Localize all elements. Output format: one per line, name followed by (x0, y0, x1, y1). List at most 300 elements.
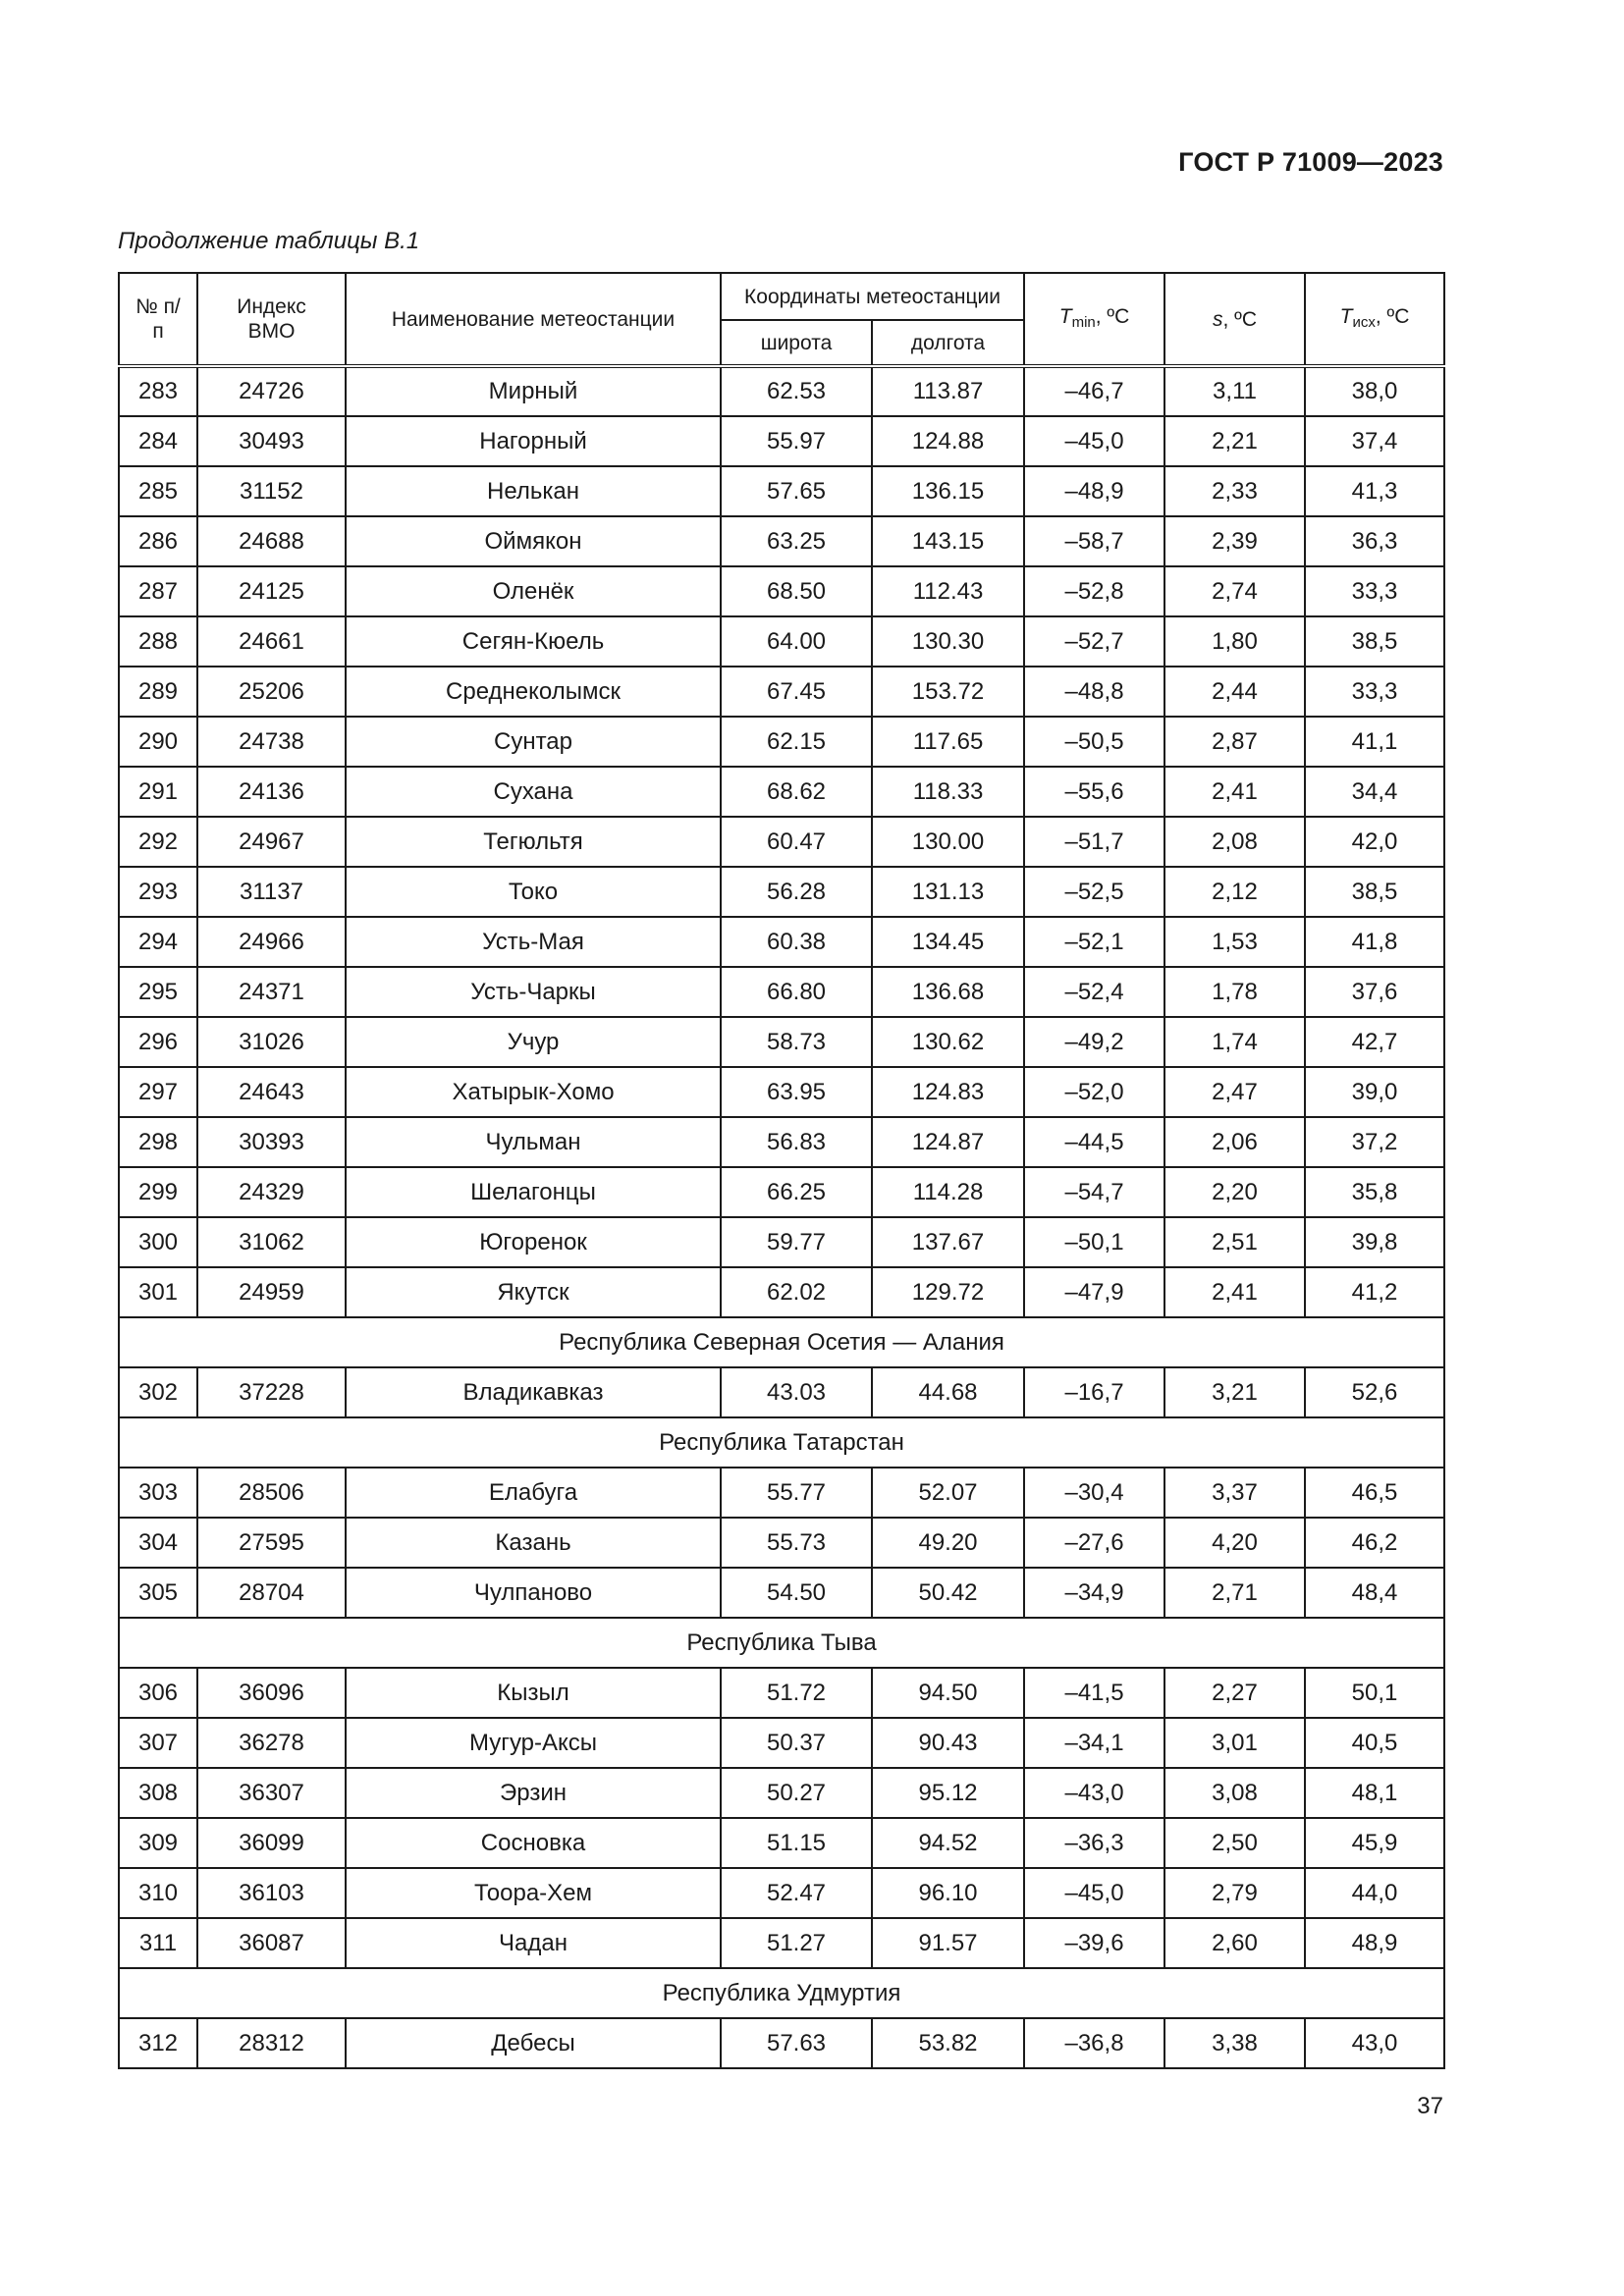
cell-name: Токо (346, 867, 721, 917)
cell-tmin: –34,1 (1024, 1718, 1164, 1768)
cell-num: 301 (119, 1267, 197, 1317)
cell-lon: 124.87 (872, 1117, 1024, 1167)
cell-index: 24371 (197, 967, 346, 1017)
cell-index: 24959 (197, 1267, 346, 1317)
cell-num: 297 (119, 1067, 197, 1117)
table-row (119, 1768, 1444, 1818)
cell-tmin: –52,0 (1024, 1067, 1164, 1117)
cell-num: 291 (119, 767, 197, 817)
cell-s: 3,01 (1164, 1718, 1305, 1768)
cell-lat: 50.37 (721, 1718, 872, 1768)
cell-num: 300 (119, 1217, 197, 1267)
cell-lat: 56.28 (721, 867, 872, 917)
cell-tmin: –52,4 (1024, 967, 1164, 1017)
cell-name: Сегян-Кюель (346, 616, 721, 667)
table-caption: Продолжение таблицы В.1 (118, 228, 420, 254)
cell-name: Якутск (346, 1267, 721, 1317)
cell-lon: 130.00 (872, 817, 1024, 867)
cell-tisx: 38,5 (1305, 616, 1444, 667)
cell-tmin: –34,9 (1024, 1568, 1164, 1618)
table-row (119, 616, 1444, 667)
cell-lat: 62.02 (721, 1267, 872, 1317)
cell-index: 36307 (197, 1768, 346, 1818)
cell-tisx: 42,0 (1305, 817, 1444, 867)
cell-lat: 56.83 (721, 1117, 872, 1167)
table-row (119, 1818, 1444, 1868)
cell-num: 312 (119, 2018, 197, 2068)
cell-tmin: –39,6 (1024, 1918, 1164, 1968)
region-row (119, 1417, 1444, 1468)
cell-tisx: 33,3 (1305, 566, 1444, 616)
cell-tisx: 46,2 (1305, 1518, 1444, 1568)
cell-tmin: –49,2 (1024, 1017, 1164, 1067)
cell-tisx: 34,4 (1305, 767, 1444, 817)
cell-tmin: –16,7 (1024, 1367, 1164, 1417)
cell-name: Казань (346, 1518, 721, 1568)
table-row (119, 466, 1444, 516)
cell-tmin: –45,0 (1024, 416, 1164, 466)
cell-lat: 51.27 (721, 1918, 872, 1968)
cell-index: 24738 (197, 717, 346, 767)
cell-num: 308 (119, 1768, 197, 1818)
cell-tisx: 39,8 (1305, 1217, 1444, 1267)
cell-num: 310 (119, 1868, 197, 1918)
cell-index: 31062 (197, 1217, 346, 1267)
cell-name: Тоора-Хем (346, 1868, 721, 1918)
cell-num: 296 (119, 1017, 197, 1067)
cell-index: 30393 (197, 1117, 346, 1167)
cell-name: Нагорный (346, 416, 721, 466)
cell-tisx: 39,0 (1305, 1067, 1444, 1117)
cell-tisx: 37,6 (1305, 967, 1444, 1017)
cell-tmin: –52,5 (1024, 867, 1164, 917)
cell-num: 299 (119, 1167, 197, 1217)
cell-lat: 52.47 (721, 1868, 872, 1918)
cell-lon: 136.15 (872, 466, 1024, 516)
cell-index: 24125 (197, 566, 346, 616)
cell-tmin: –50,5 (1024, 717, 1164, 767)
cell-index: 36099 (197, 1818, 346, 1868)
cell-num: 311 (119, 1918, 197, 1968)
cell-tisx: 48,4 (1305, 1568, 1444, 1618)
table-row (119, 767, 1444, 817)
cell-name: Хатырык-Хомо (346, 1067, 721, 1117)
cell-tmin: –46,7 (1024, 366, 1164, 416)
s-symbol: s (1213, 307, 1223, 331)
tisx-symbol: T (1339, 304, 1353, 328)
cell-lat: 64.00 (721, 616, 872, 667)
cell-tmin: –48,8 (1024, 667, 1164, 717)
cell-num: 302 (119, 1367, 197, 1417)
cell-index: 24688 (197, 516, 346, 566)
table-row (119, 1017, 1444, 1067)
cell-lon: 118.33 (872, 767, 1024, 817)
cell-tisx: 41,3 (1305, 466, 1444, 516)
cell-tisx: 48,1 (1305, 1768, 1444, 1818)
cell-name: Сосновка (346, 1818, 721, 1868)
cell-s: 3,37 (1164, 1468, 1305, 1518)
header-s (1164, 273, 1305, 366)
cell-tisx: 41,8 (1305, 917, 1444, 967)
cell-index: 31137 (197, 867, 346, 917)
table-row (119, 917, 1444, 967)
cell-tisx: 46,5 (1305, 1468, 1444, 1518)
cell-lon: 94.50 (872, 1668, 1024, 1718)
table-row (119, 1868, 1444, 1918)
cell-name: Югоренок (346, 1217, 721, 1267)
cell-num: 307 (119, 1718, 197, 1768)
cell-tisx: 45,9 (1305, 1818, 1444, 1868)
cell-name: Чульман (346, 1117, 721, 1167)
cell-index: 31152 (197, 466, 346, 516)
table-header (119, 273, 1444, 366)
region-name: Республика Тыва (119, 1618, 1444, 1668)
cell-lon: 53.82 (872, 2018, 1024, 2068)
cell-name: Сухана (346, 767, 721, 817)
cell-num: 284 (119, 416, 197, 466)
table-row (119, 2018, 1444, 2068)
cell-tisx: 35,8 (1305, 1167, 1444, 1217)
cell-index: 36103 (197, 1868, 346, 1918)
cell-name: Мугур-Аксы (346, 1718, 721, 1768)
cell-s: 2,06 (1164, 1117, 1305, 1167)
cell-s: 1,78 (1164, 967, 1305, 1017)
cell-tisx: 41,1 (1305, 717, 1444, 767)
cell-s: 2,12 (1164, 867, 1305, 917)
table-row (119, 1067, 1444, 1117)
table-row (119, 516, 1444, 566)
cell-tisx: 44,0 (1305, 1868, 1444, 1918)
cell-num: 298 (119, 1117, 197, 1167)
cell-lat: 50.27 (721, 1768, 872, 1818)
cell-lat: 62.53 (721, 366, 872, 416)
cell-lat: 63.95 (721, 1067, 872, 1117)
tisx-subscript: исх (1352, 313, 1376, 331)
tisx-unit: , ºС (1375, 304, 1410, 328)
cell-s: 2,74 (1164, 566, 1305, 616)
cell-s: 2,21 (1164, 416, 1305, 466)
cell-s: 3,08 (1164, 1768, 1305, 1818)
cell-index: 36087 (197, 1918, 346, 1968)
cell-s: 2,47 (1164, 1067, 1305, 1117)
cell-tmin: –36,8 (1024, 2018, 1164, 2068)
header-longitude: долгота (872, 320, 1024, 366)
cell-lat: 55.77 (721, 1468, 872, 1518)
cell-index: 28312 (197, 2018, 346, 2068)
cell-lon: 129.72 (872, 1267, 1024, 1317)
cell-num: 289 (119, 667, 197, 717)
cell-index: 25206 (197, 667, 346, 717)
header-station-name: Наименование метеостанции (346, 273, 721, 366)
cell-num: 294 (119, 917, 197, 967)
cell-lon: 96.10 (872, 1868, 1024, 1918)
cell-tmin: –55,6 (1024, 767, 1164, 817)
cell-tisx: 38,5 (1305, 867, 1444, 917)
cell-num: 303 (119, 1468, 197, 1518)
cell-s: 2,33 (1164, 466, 1305, 516)
cell-name: Дебесы (346, 2018, 721, 2068)
cell-name: Елабуга (346, 1468, 721, 1518)
cell-num: 288 (119, 616, 197, 667)
cell-lat: 66.25 (721, 1167, 872, 1217)
header-wmo-index: Индекс ВМО (197, 273, 346, 366)
table-row (119, 667, 1444, 717)
cell-lat: 43.03 (721, 1367, 872, 1417)
cell-s: 2,41 (1164, 767, 1305, 817)
cell-tisx: 48,9 (1305, 1918, 1444, 1968)
cell-index: 24967 (197, 817, 346, 867)
cell-name: Кызыл (346, 1668, 721, 1718)
cell-num: 292 (119, 817, 197, 867)
cell-lon: 113.87 (872, 366, 1024, 416)
cell-lon: 153.72 (872, 667, 1024, 717)
cell-name: Нелькан (346, 466, 721, 516)
header-coordinates: Координаты метеостанции (721, 273, 1024, 320)
table-row (119, 717, 1444, 767)
cell-s: 2,79 (1164, 1868, 1305, 1918)
cell-lon: 50.42 (872, 1568, 1024, 1618)
cell-tmin: –30,4 (1024, 1468, 1164, 1518)
cell-lon: 137.67 (872, 1217, 1024, 1267)
cell-lon: 94.52 (872, 1818, 1024, 1868)
cell-lat: 67.45 (721, 667, 872, 717)
cell-index: 24726 (197, 366, 346, 416)
table-row (119, 1918, 1444, 1968)
cell-num: 287 (119, 566, 197, 616)
cell-name: Мирный (346, 366, 721, 416)
cell-index: 24661 (197, 616, 346, 667)
cell-lon: 44.68 (872, 1367, 1024, 1417)
cell-tmin: –44,5 (1024, 1117, 1164, 1167)
cell-s: 2,39 (1164, 516, 1305, 566)
table-row (119, 566, 1444, 616)
cell-lon: 90.43 (872, 1718, 1024, 1768)
cell-s: 2,08 (1164, 817, 1305, 867)
table-row (119, 366, 1444, 416)
table-row (119, 1718, 1444, 1768)
cell-lon: 52.07 (872, 1468, 1024, 1518)
cell-tisx: 37,4 (1305, 416, 1444, 466)
table-row (119, 1468, 1444, 1518)
document-code: ГОСТ Р 71009—2023 (1178, 147, 1443, 177)
cell-tmin: –45,0 (1024, 1868, 1164, 1918)
cell-tisx: 37,2 (1305, 1117, 1444, 1167)
region-row (119, 1618, 1444, 1668)
cell-name: Шелагонцы (346, 1167, 721, 1217)
region-name: Республика Северная Осетия — Алания (119, 1317, 1444, 1367)
cell-name: Оленёк (346, 566, 721, 616)
cell-num: 305 (119, 1568, 197, 1618)
cell-name: Чулпаново (346, 1568, 721, 1618)
cell-index: 24966 (197, 917, 346, 967)
cell-lat: 60.47 (721, 817, 872, 867)
cell-name: Усть-Мая (346, 917, 721, 967)
cell-s: 1,80 (1164, 616, 1305, 667)
cell-index: 36278 (197, 1718, 346, 1768)
tmin-subscript: min (1071, 313, 1096, 331)
cell-lon: 130.30 (872, 616, 1024, 667)
cell-lat: 51.72 (721, 1668, 872, 1718)
cell-lon: 134.45 (872, 917, 1024, 967)
cell-s: 2,50 (1164, 1818, 1305, 1868)
cell-lat: 55.73 (721, 1518, 872, 1568)
cell-tisx: 43,0 (1305, 2018, 1444, 2068)
region-row (119, 1317, 1444, 1367)
cell-lon: 114.28 (872, 1167, 1024, 1217)
table-row (119, 867, 1444, 917)
cell-index: 27595 (197, 1518, 346, 1568)
cell-num: 304 (119, 1518, 197, 1568)
region-name: Республика Татарстан (119, 1417, 1444, 1468)
tmin-symbol: T (1058, 304, 1072, 328)
cell-lat: 57.63 (721, 2018, 872, 2068)
cell-lat: 63.25 (721, 516, 872, 566)
header-tisx (1305, 273, 1444, 366)
cell-index: 28506 (197, 1468, 346, 1518)
cell-s: 2,71 (1164, 1568, 1305, 1618)
table-row (119, 1267, 1444, 1317)
cell-lat: 59.77 (721, 1217, 872, 1267)
table-row (119, 1117, 1444, 1167)
tmin-unit: , ºС (1095, 304, 1130, 328)
meteo-stations-table (118, 272, 1445, 2069)
cell-s: 2,87 (1164, 717, 1305, 767)
cell-s: 2,51 (1164, 1217, 1305, 1267)
cell-lat: 60.38 (721, 917, 872, 967)
table-row (119, 416, 1444, 466)
cell-name: Оймякон (346, 516, 721, 566)
cell-index: 30493 (197, 416, 346, 466)
cell-tmin: –27,6 (1024, 1518, 1164, 1568)
cell-index: 31026 (197, 1017, 346, 1067)
cell-lon: 136.68 (872, 967, 1024, 1017)
cell-name: Сунтар (346, 717, 721, 767)
region-row (119, 1968, 1444, 2018)
header-tmin (1024, 273, 1164, 366)
cell-tmin: –43,0 (1024, 1768, 1164, 1818)
cell-tmin: –51,7 (1024, 817, 1164, 867)
cell-name: Среднеколымск (346, 667, 721, 717)
cell-lat: 55.97 (721, 416, 872, 466)
cell-tmin: –48,9 (1024, 466, 1164, 516)
table-row (119, 1568, 1444, 1618)
cell-tmin: –52,7 (1024, 616, 1164, 667)
cell-lat: 68.50 (721, 566, 872, 616)
table-row (119, 1217, 1444, 1267)
cell-s: 1,74 (1164, 1017, 1305, 1067)
cell-lon: 130.62 (872, 1017, 1024, 1067)
cell-tisx: 36,3 (1305, 516, 1444, 566)
cell-tmin: –54,7 (1024, 1167, 1164, 1217)
cell-lat: 54.50 (721, 1568, 872, 1618)
cell-index: 24136 (197, 767, 346, 817)
cell-num: 285 (119, 466, 197, 516)
cell-tisx: 42,7 (1305, 1017, 1444, 1067)
cell-lon: 143.15 (872, 516, 1024, 566)
cell-tisx: 41,2 (1305, 1267, 1444, 1317)
header-num: № п/п (119, 273, 197, 366)
cell-tisx: 38,0 (1305, 366, 1444, 416)
cell-s: 2,27 (1164, 1668, 1305, 1718)
cell-lat: 68.62 (721, 767, 872, 817)
header-latitude: широта (721, 320, 872, 366)
table-row (119, 817, 1444, 867)
cell-lon: 124.83 (872, 1067, 1024, 1117)
cell-num: 283 (119, 366, 197, 416)
cell-tisx: 33,3 (1305, 667, 1444, 717)
cell-tmin: –52,8 (1024, 566, 1164, 616)
cell-lat: 57.65 (721, 466, 872, 516)
cell-s: 2,60 (1164, 1918, 1305, 1968)
table-row (119, 1167, 1444, 1217)
cell-index: 24643 (197, 1067, 346, 1117)
cell-s: 1,53 (1164, 917, 1305, 967)
cell-num: 309 (119, 1818, 197, 1868)
table-row (119, 967, 1444, 1017)
region-name: Республика Удмуртия (119, 1968, 1444, 2018)
cell-tisx: 50,1 (1305, 1668, 1444, 1718)
cell-s: 3,21 (1164, 1367, 1305, 1417)
cell-num: 286 (119, 516, 197, 566)
cell-lon: 117.65 (872, 717, 1024, 767)
cell-lon: 124.88 (872, 416, 1024, 466)
cell-num: 293 (119, 867, 197, 917)
cell-tmin: –47,9 (1024, 1267, 1164, 1317)
table-row (119, 1367, 1444, 1417)
cell-num: 306 (119, 1668, 197, 1718)
table-row (119, 1668, 1444, 1718)
cell-name: Эрзин (346, 1768, 721, 1818)
cell-lat: 58.73 (721, 1017, 872, 1067)
cell-s: 2,20 (1164, 1167, 1305, 1217)
cell-lat: 62.15 (721, 717, 872, 767)
cell-num: 295 (119, 967, 197, 1017)
cell-s: 3,38 (1164, 2018, 1305, 2068)
cell-tmin: –36,3 (1024, 1818, 1164, 1868)
cell-index: 37228 (197, 1367, 346, 1417)
cell-tisx: 40,5 (1305, 1718, 1444, 1768)
cell-tmin: –41,5 (1024, 1668, 1164, 1718)
cell-tmin: –50,1 (1024, 1217, 1164, 1267)
cell-lat: 51.15 (721, 1818, 872, 1868)
cell-lon: 95.12 (872, 1768, 1024, 1818)
cell-lon: 91.57 (872, 1918, 1024, 1968)
cell-lat: 66.80 (721, 967, 872, 1017)
cell-s: 2,44 (1164, 667, 1305, 717)
cell-index: 24329 (197, 1167, 346, 1217)
cell-name: Чадан (346, 1918, 721, 1968)
cell-index: 28704 (197, 1568, 346, 1618)
cell-tisx: 52,6 (1305, 1367, 1444, 1417)
cell-name: Учур (346, 1017, 721, 1067)
cell-tmin: –58,7 (1024, 516, 1164, 566)
cell-index: 36096 (197, 1668, 346, 1718)
cell-name: Усть-Чаркы (346, 967, 721, 1017)
cell-s: 2,41 (1164, 1267, 1305, 1317)
page-number: 37 (1417, 2093, 1443, 2119)
cell-s: 3,11 (1164, 366, 1305, 416)
table-row (119, 1518, 1444, 1568)
cell-name: Владикавказ (346, 1367, 721, 1417)
s-unit: , ºС (1222, 307, 1258, 331)
cell-lon: 131.13 (872, 867, 1024, 917)
cell-lon: 112.43 (872, 566, 1024, 616)
cell-tmin: –52,1 (1024, 917, 1164, 967)
cell-name: Тегюльтя (346, 817, 721, 867)
table-body (119, 366, 1444, 2068)
cell-num: 290 (119, 717, 197, 767)
cell-s: 4,20 (1164, 1518, 1305, 1568)
